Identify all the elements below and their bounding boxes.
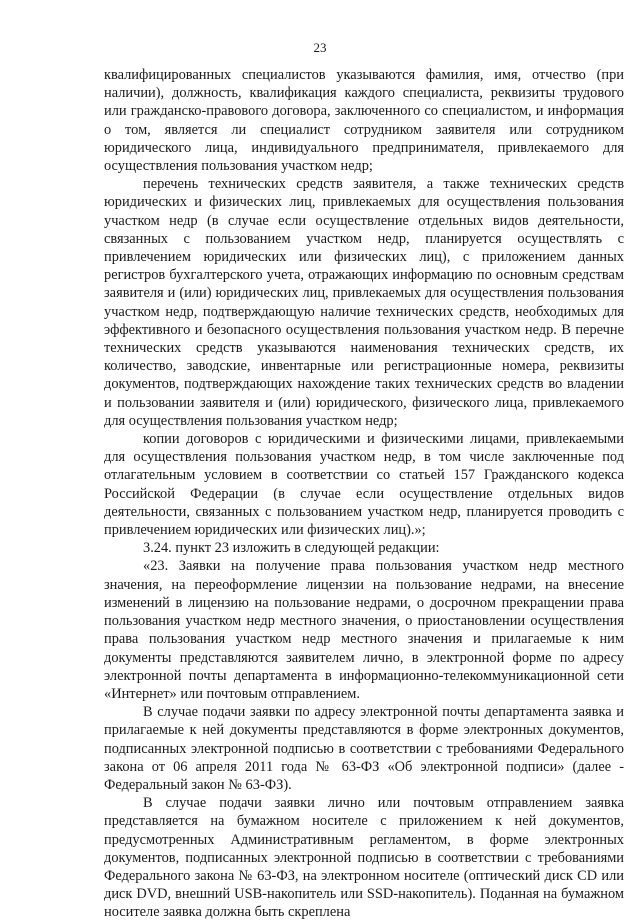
paragraph-technical-means: перечень технических средств заявителя, а также технических средств юридических и физических лиц, привлекаемых для осуществления пользования участком недр (в случае если осуществление отдельных видов деятельности, связанных с пользованием участком недр, планируется осуществлять с привлечением юридических или физических лиц), с приложением данных регистров бухгалтерского учета, отражающих информацию по основным средствам заявителя и (или) юридических лиц, привлекаемых для осуществления пользования участком недр, подтверждающую наличие технических средств, необходимых для эффективного и безопасного осуществления пользования участком недр. В перечне технических средств указываются наименования технических средств, их количество, заводские, инвентарные или регистрационные номера, реквизиты документов, подтверждающих нахождение таких технических средств во владении и пользовании заявителя и (или) юридического, физического лица, привлекаемого для осуществления пользования участком недр; — [104, 176, 624, 429]
paragraph-specialists-continuation: квалифицированных специалистов указываются фамилия, имя, отчество (при наличии), должность, квалификация каждого специалиста, реквизиты трудового или гражданско-правового договора, заключенного со специалистом, и информация о том, является ли специалист сотрудником заявителя или сотрудником юридического лица, индивидуального предпринимателя, привлекаемого для осуществления пользования участком недр; — [104, 67, 624, 175]
paragraph-amendment-3-24: 3.24. пункт 23 изложить в следующей редакции: — [143, 540, 440, 557]
paragraph-email-submission: В случае подачи заявки по адресу электронной почты департамента заявка и прилагаемые к ней документы представляются в форме электронных документов, подписанных электронной подписью в соответствии с требованиями Федерального закона от 06 апреля 2011 года № 63-ФЗ «Об электронной подписи» (далее - Федеральный закон № 63-ФЗ). — [104, 704, 624, 793]
page-number: 23 — [313, 40, 327, 55]
paragraph-clause-23: «23. Заявки на получение права пользования участком недр местного значения, на переоформление лицензии на пользование недрами, на внесение изменений в лицензию на пользование недрами, о досрочном прекращении права пользования участком недр местного значения, о приостановлении осуществления права пользования участком недр местного значения и прилагаемые к ним документы представляются заявителем лично, в электронной форме по адресу электронной почты департамента в информационно-телекоммуникационной сети «Интернет» или почтовым отправлением. — [104, 558, 624, 702]
document-body — [104, 66, 624, 922]
paragraph-paper-submission: В случае подачи заявки лично или почтовым отправлением заявка представляется на бумажном носителе с приложением к ней документов, предусмотренных Административным регламентом, в форме электронных документов, подписанных электронной подписью в соответствии с требованиями Федерального закона № 63-ФЗ, на электронном носителе (оптический диск CD или диск DVD, внешний USB-накопитель или SSD-накопитель). Поданная на бумажном носителе заявка должна быть скреплена — [104, 795, 624, 921]
paragraph-contract-copies: копии договоров с юридическими и физическими лицами, привлекаемыми для осуществления пользования участком недр, в том числе заключенные под отлагательным условием в соответствии со статьей 157 Гражданского кодекса Российской Федерации (в случае если осуществление отдельных видов деятельности, связанных с пользованием участком недр, планируется проводить с привлечением юридических или физических лиц).»; — [104, 431, 624, 539]
